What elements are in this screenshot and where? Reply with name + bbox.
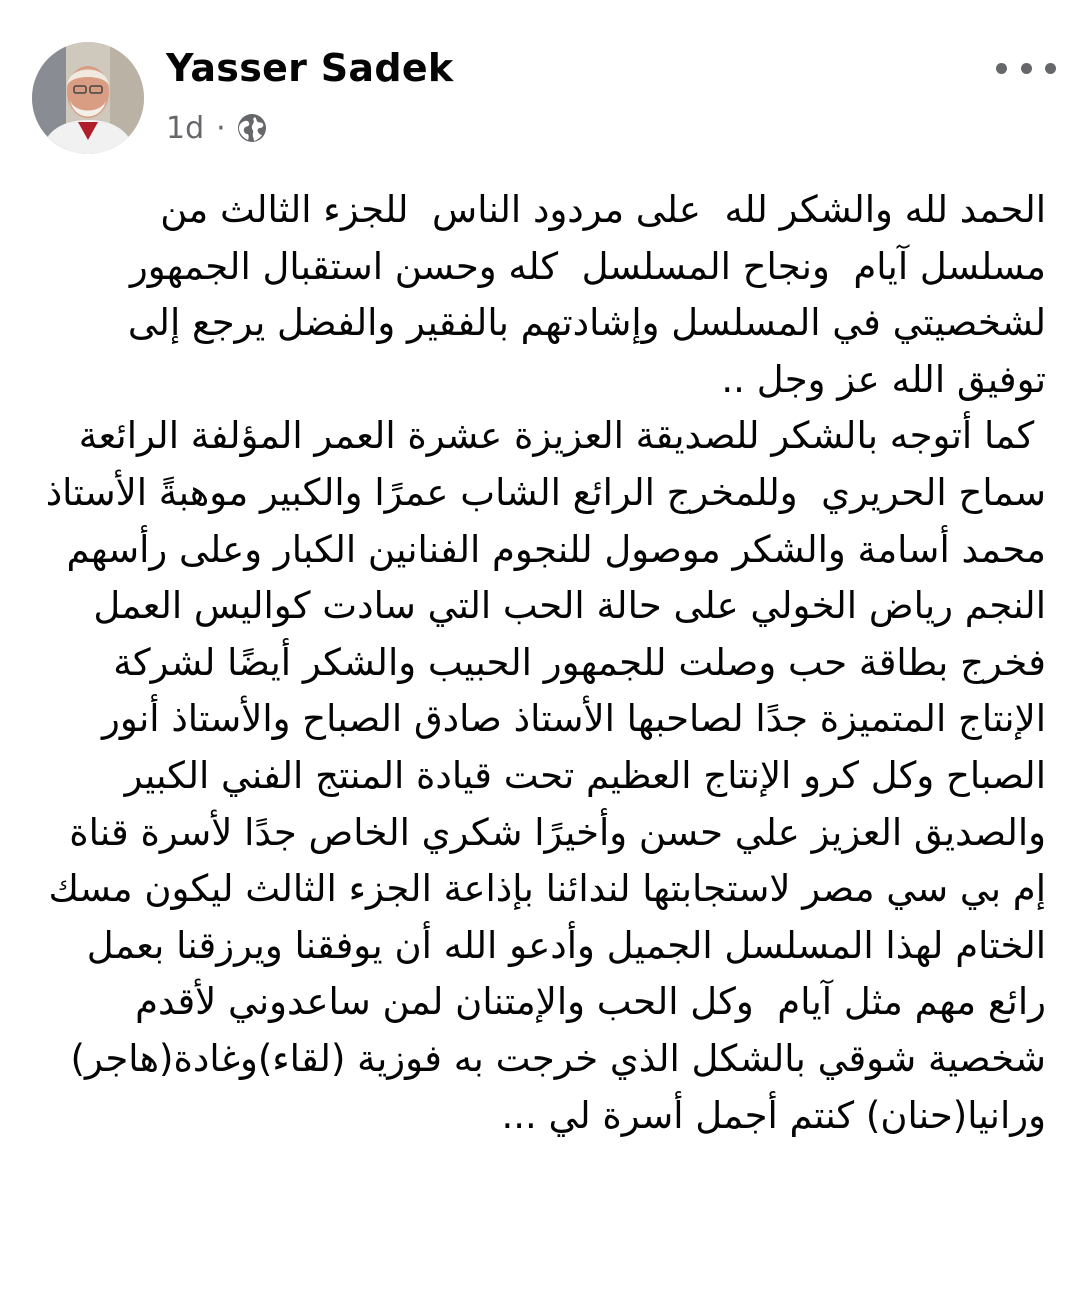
author-avatar[interactable] [32,42,144,154]
more-dot [996,63,1007,74]
more-dot [1021,63,1032,74]
author-name[interactable]: Yasser Sadek [166,46,454,90]
more-dot [1045,63,1056,74]
post-timestamp[interactable]: 1d [166,110,205,146]
avatar-photo [32,42,144,154]
meta-separator: · [216,110,226,146]
post-meta [166,106,268,150]
post-text [34,182,1046,1144]
globe-icon[interactable] [236,112,268,144]
post-paragraph: كما أتوجه بالشكر للصديقة العزيزة عشرة العمر المؤلفة الرائعة سماح الحريري وللمخرج الرائع الشاب عمرًا والكبير موهبةً الأستاذ محمد أسامة والشكر موصول للنجوم الفنانين الكبار وعلى رأسهم النجم رياض الخولي على حالة الحب التي سادت كواليس العمل فخرج بطاقة حب وصلت للجمهور الحبيب والشكر أيضًا لشركة الإنتاج المتميزة جدًا لصاحبها الأستاذ صادق الصباح والأستاذ أنور الصباح وكل كرو الإنتاج العظيم تحت قيادة المنتج الفني الكبير والصديق العزيز علي حسن وأخيرًا شكري الخاص جدًا لأسرة قناة إم بي سي مصر لاستجابتها لندائنا بإذاعة الجزء الثالث ليكون مسك الختام لهذا المسلسل الجميل وأدعو الله أن يوفقنا ويرزقنا بعمل رائع مهم مثل آيام وكل الحب والإمتنان لمن ساعدوني لأقدم شخصية شوقي بالشكل الذي خرجت به فوزية (لقاء)وغادة(هاجر) ورانيا(حنان) كنتم أجمل أسرة لي ... [33,414,1046,1137]
more-options-button[interactable] [996,50,1056,86]
post-paragraph: الحمد لله والشكر لله على مردود الناس للجزء الثالث من مسلسل آيام ونجاح المسلسل كله وحسن استقبال الجمهور لشخصيتي في المسلسل وإشادتهم بالفقير والفضل يرجع إلى توفيق الله عز وجل .. [116,188,1046,401]
